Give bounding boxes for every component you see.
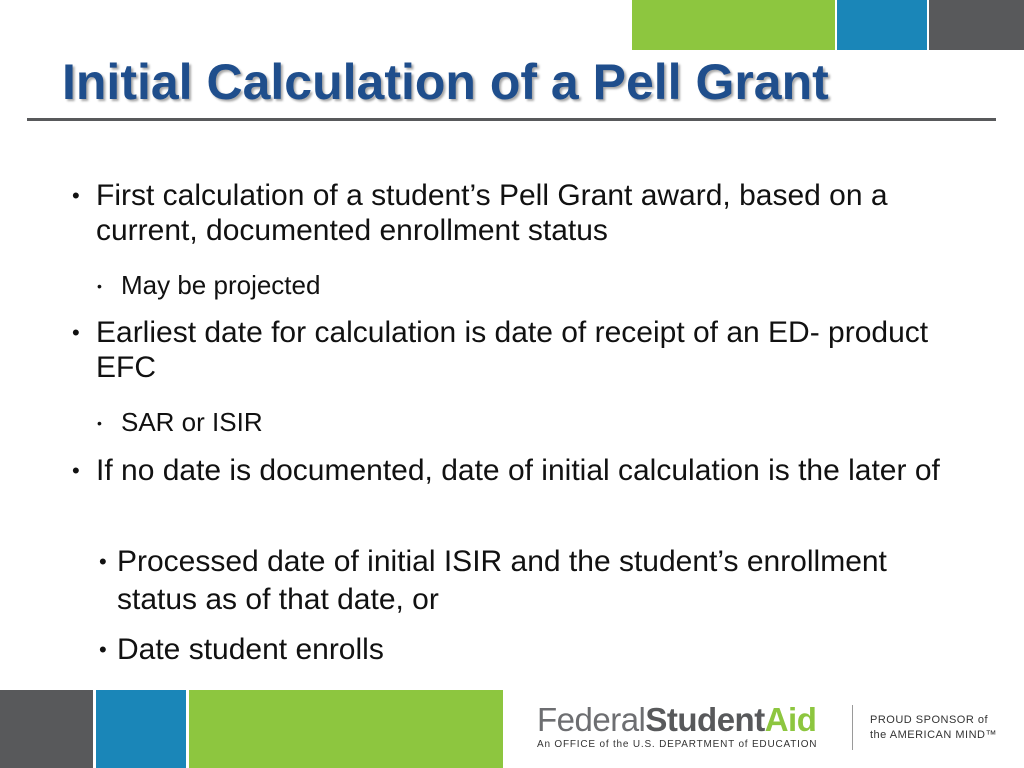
bottom-gray-block	[0, 690, 93, 768]
sub-bullet-enrolls	[99, 631, 957, 669]
bullet-first-calculation	[72, 178, 976, 248]
bullet-dot: •	[72, 320, 80, 345]
sponsor-line-2: the AMERICAN MIND™	[870, 729, 997, 741]
logo-federal-text: Federal	[537, 701, 646, 738]
logo-subtitle: An OFFICE of the U.S. DEPARTMENT of EDUCATION	[537, 739, 818, 750]
logo-aid-text: Aid	[764, 701, 817, 738]
bullet-dot: •	[72, 458, 80, 483]
sponsor-tagline	[870, 713, 997, 743]
top-gray-block	[929, 0, 1024, 50]
bullet-dot: •	[97, 278, 102, 294]
bullet-text: May be projected	[121, 270, 321, 300]
bullet-text: SAR or ISIR	[121, 407, 263, 437]
title-underline	[27, 118, 996, 121]
logo-student-text: Student	[645, 701, 765, 738]
bullet-text: First calculation of a student’s Pell Grant award, based on a current, documented enrollment status	[96, 179, 888, 247]
bullet-text: Earliest date for calculation is date of receipt of an ED- product EFC	[96, 316, 929, 384]
top-green-block	[632, 0, 835, 50]
bullet-dot: •	[97, 415, 102, 431]
bullet-text: Date student enrolls	[117, 633, 384, 666]
bullet-earliest-date	[72, 315, 976, 385]
bottom-blue-block	[96, 690, 186, 768]
sub-bullet-projected	[97, 270, 961, 300]
logo-divider	[852, 705, 853, 750]
logo-wordmark	[537, 702, 816, 738]
bullet-dot: •	[99, 549, 107, 574]
bullet-text: Processed date of initial ISIR and the student’s enrollment status as of that date, or	[117, 545, 887, 616]
sub-bullet-processed-date	[99, 543, 957, 619]
top-blue-block	[837, 0, 927, 50]
bullet-dot: •	[72, 183, 80, 208]
bullet-dot: •	[99, 637, 107, 662]
sponsor-line-1: PROUD SPONSOR of	[870, 714, 989, 726]
bullet-text: If no date is documented, date of initial calculation is the later of	[96, 454, 940, 487]
sub-bullet-sar-isir	[97, 407, 961, 437]
slide-title: Initial Calculation of a Pell Grant	[62, 54, 829, 110]
bottom-green-block	[189, 690, 503, 768]
bullet-no-date	[72, 453, 976, 488]
